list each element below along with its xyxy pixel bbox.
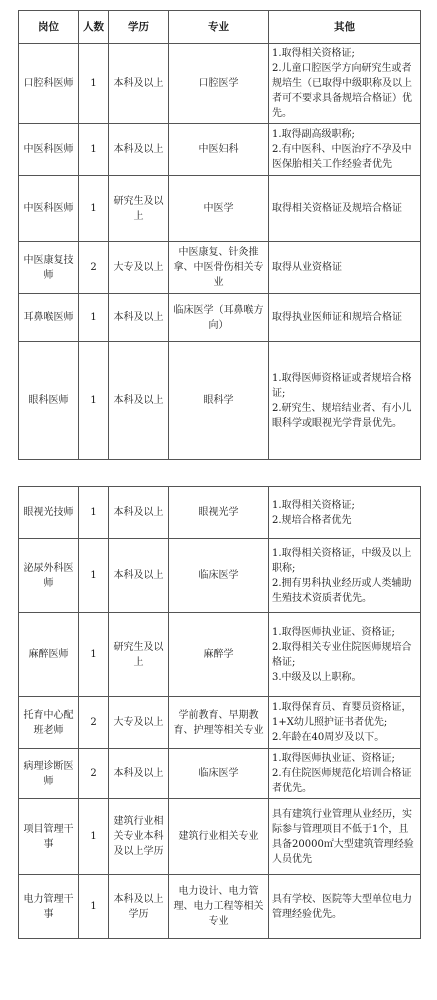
other-line: 1.取得医师执业证、资格证; — [272, 626, 395, 638]
other-cell — [269, 697, 421, 749]
education-cell: 本科及以上学历 — [109, 875, 169, 939]
position-cell: 麻醉医师 — [19, 613, 79, 697]
position-cell: 托育中心配班老师 — [19, 697, 79, 749]
count-cell: 1 — [79, 613, 109, 697]
table-row — [19, 539, 421, 613]
table-row — [19, 342, 421, 460]
position-cell: 口腔科医师 — [19, 44, 79, 124]
header-major: 专业 — [169, 11, 269, 44]
position-cell: 泌尿外科医师 — [19, 539, 79, 613]
education-cell: 本科及以上 — [109, 44, 169, 124]
count-cell: 1 — [79, 176, 109, 242]
count-cell: 1 — [79, 799, 109, 875]
table-row — [19, 487, 421, 539]
other-line: 1.取得医师资格证或者规培合格证; — [272, 372, 412, 399]
major-cell: 电力设计、电力管理、电力工程等相关专业 — [169, 875, 269, 939]
other-line: 1.取得医师执业证、资格证; — [272, 753, 395, 764]
count-cell: 1 — [79, 44, 109, 124]
header-position: 岗位 — [19, 11, 79, 44]
other-cell — [269, 176, 421, 242]
count-cell: 1 — [79, 294, 109, 342]
other-line: 具有建筑行业管理从业经历，实际参与管理项目不低于1个，且具备20000㎡大型建筑管理经验人员优先 — [272, 808, 414, 865]
other-line: 1.取得相关资格证; — [272, 499, 355, 511]
table-row — [19, 613, 421, 697]
other-cell — [269, 242, 421, 294]
position-cell: 眼科医师 — [19, 342, 79, 460]
other-cell — [269, 294, 421, 342]
other-line: 2.有住院医师规范化培训合格证者优先。 — [272, 768, 412, 794]
other-line: 1.取得相关资格证; — [272, 48, 355, 59]
education-cell: 研究生及以上 — [109, 613, 169, 697]
other-line: 3.中级及以上职称。 — [272, 671, 362, 683]
count-cell: 1 — [79, 539, 109, 613]
major-cell: 眼科学 — [169, 342, 269, 460]
count-cell: 1 — [79, 342, 109, 460]
other-line: 1.取得副高级职称; — [272, 129, 355, 140]
other-cell — [269, 749, 421, 799]
other-line: 取得从业资格证 — [272, 262, 342, 273]
other-line: 2.拥有男科执业经历或人类辅助生殖技术资质者优先。 — [272, 577, 412, 604]
position-cell: 电力管理干事 — [19, 875, 79, 939]
other-line: 2.儿童口腔医学方向研究生或者规培生（已取得中级职称及以上者可不要求具备规培合格证）优先。 — [272, 63, 412, 119]
count-cell: 1 — [79, 875, 109, 939]
recruitment-table-2 — [18, 486, 421, 939]
table-row — [19, 124, 421, 176]
count-cell: 1 — [79, 124, 109, 176]
table-row — [19, 697, 421, 749]
education-cell: 本科及以上 — [109, 487, 169, 539]
count-cell: 1 — [79, 487, 109, 539]
position-cell: 中医科医师 — [19, 176, 79, 242]
position-cell: 中医科医师 — [19, 124, 79, 176]
other-line: 具有学校、医院等大型单位电力管理经验优先。 — [272, 893, 412, 920]
count-cell: 2 — [79, 697, 109, 749]
major-cell: 临床医学 — [169, 749, 269, 799]
other-line: 取得相关资格证及规培合格证 — [272, 203, 402, 214]
other-cell — [269, 613, 421, 697]
header-other: 其他 — [269, 11, 421, 44]
other-cell — [269, 487, 421, 539]
table-row — [19, 875, 421, 939]
position-cell: 耳鼻喉医师 — [19, 294, 79, 342]
other-cell — [269, 44, 421, 124]
major-cell: 眼视光学 — [169, 487, 269, 539]
header-count: 人数 — [79, 11, 109, 44]
other-line: 2.规培合格者优先 — [272, 514, 352, 526]
other-line: 2.有中医科、中医治疗不孕及中医保胎相关工作经验者优先 — [272, 144, 412, 170]
other-line: 1.取得保育员、育婴员资格证，1+X幼儿照护证书者优先; — [272, 702, 412, 728]
position-cell: 中医康复技师 — [19, 242, 79, 294]
position-cell: 病理诊断医师 — [19, 749, 79, 799]
table-row — [19, 749, 421, 799]
position-cell: 眼视光技师 — [19, 487, 79, 539]
education-cell: 本科及以上 — [109, 342, 169, 460]
header-education: 学历 — [109, 11, 169, 44]
education-cell: 本科及以上 — [109, 539, 169, 613]
other-line: 1.取得相关资格证，中级及以上职称; — [272, 547, 412, 574]
education-cell: 本科及以上 — [109, 749, 169, 799]
major-cell: 口腔医学 — [169, 44, 269, 124]
education-cell: 大专及以上 — [109, 242, 169, 294]
recruitment-table-1 — [18, 10, 421, 460]
major-cell: 中医学 — [169, 176, 269, 242]
major-cell: 中医妇科 — [169, 124, 269, 176]
count-cell: 2 — [79, 242, 109, 294]
other-line: 2.取得相关专业住院医师规培合格证; — [272, 641, 412, 668]
education-cell: 建筑行业相关专业本科及以上学历 — [109, 799, 169, 875]
major-cell: 建筑行业相关专业 — [169, 799, 269, 875]
education-cell: 研究生及以上 — [109, 176, 169, 242]
table-row — [19, 242, 421, 294]
other-cell — [269, 342, 421, 460]
count-cell: 2 — [79, 749, 109, 799]
table-row — [19, 44, 421, 124]
other-cell — [269, 799, 421, 875]
education-cell: 本科及以上 — [109, 294, 169, 342]
education-cell: 大专及以上 — [109, 697, 169, 749]
major-cell: 临床医学（耳鼻喉方向） — [169, 294, 269, 342]
major-cell: 临床医学 — [169, 539, 269, 613]
table-row — [19, 176, 421, 242]
major-cell: 中医康复、针灸推拿、中医骨伤相关专业 — [169, 242, 269, 294]
major-cell: 麻醉学 — [169, 613, 269, 697]
other-line: 2.年龄在40周岁及以下。 — [272, 732, 385, 743]
other-line: 2.研究生、规培结业者、有小儿眼科学或眼视光学背景优先。 — [272, 402, 412, 429]
header-row — [19, 11, 421, 44]
table-row — [19, 294, 421, 342]
position-cell: 项目管理干事 — [19, 799, 79, 875]
major-cell: 学前教育、早期教育、护理等相关专业 — [169, 697, 269, 749]
education-cell: 本科及以上 — [109, 124, 169, 176]
other-cell — [269, 124, 421, 176]
table-row — [19, 799, 421, 875]
other-line: 取得执业医师证和规培合格证 — [272, 312, 402, 323]
other-cell — [269, 539, 421, 613]
other-cell — [269, 875, 421, 939]
